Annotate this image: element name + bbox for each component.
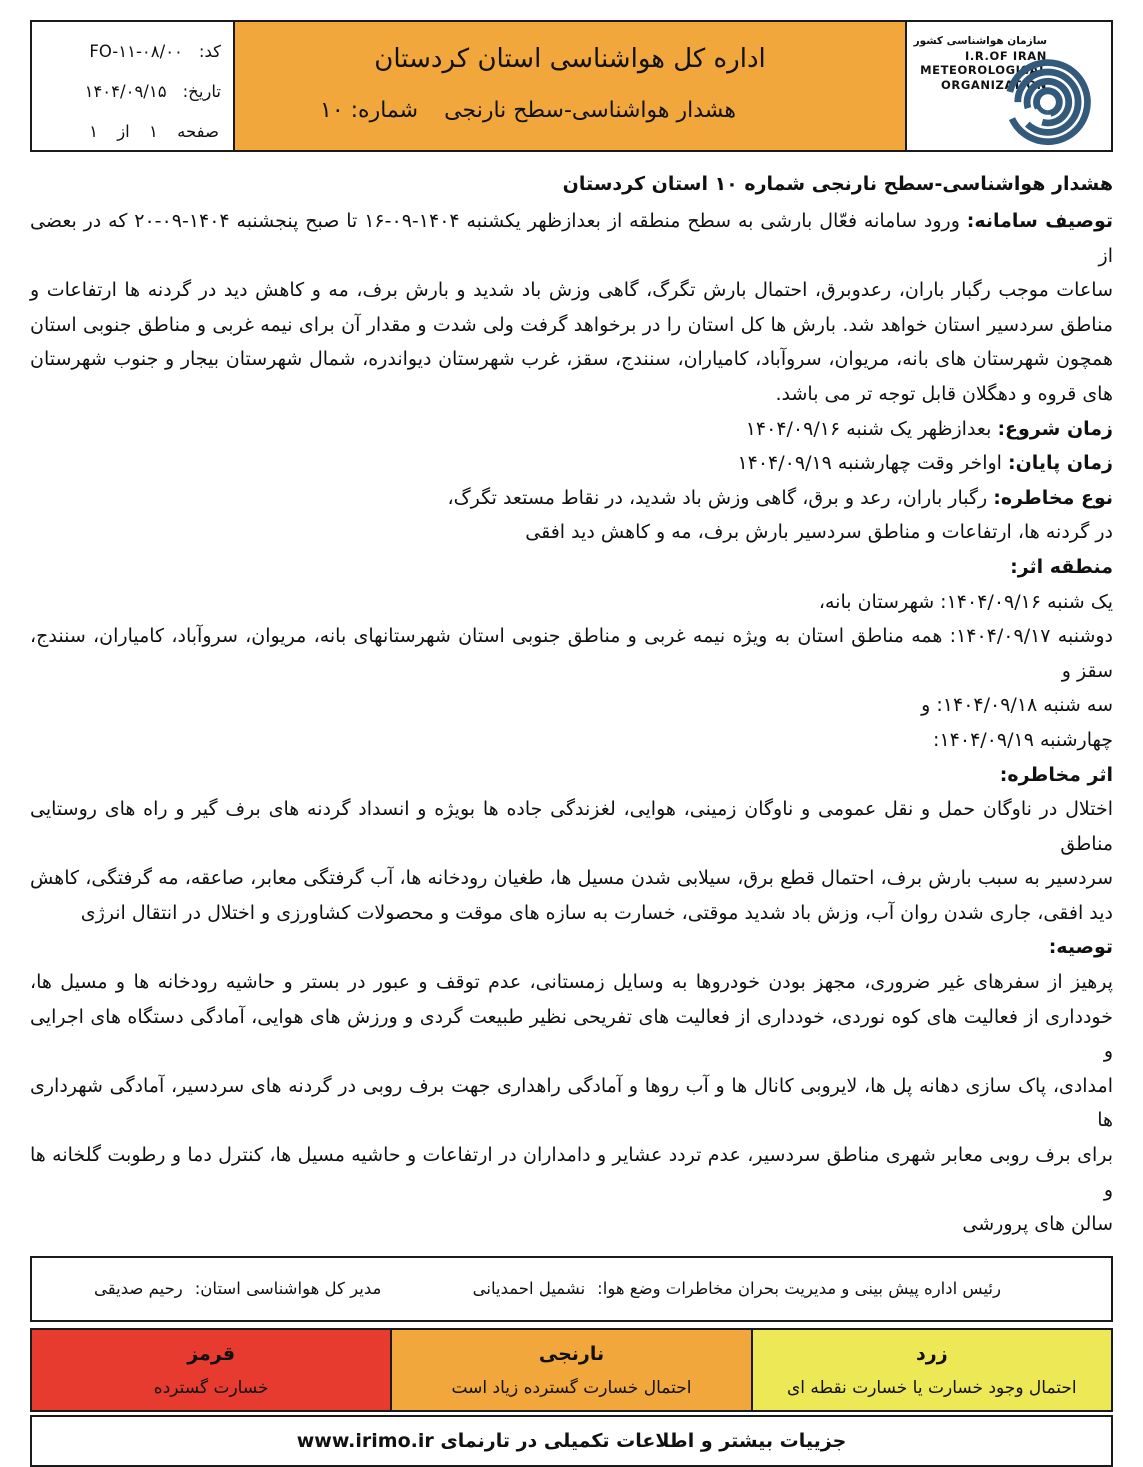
- warning-page: [30, 0, 1113, 1467]
- signature-box: [30, 1256, 1113, 1322]
- website-text: جزییات بیشتر و اطلاعات تکمیلی در تارنمای www.irimo.ir: [296, 1429, 847, 1452]
- logo: [905, 22, 1111, 150]
- logo-en-line1: I.R.OF IRAN: [965, 48, 1047, 63]
- body-line: نوع مخاطره: رگبار باران، رعد و برق، گاهی وزش باد شدید، در نقاط مستعد تگرگ،: [447, 486, 1113, 509]
- body-line-label: توصیف سامانه:: [966, 210, 1113, 232]
- body-line: دید افقی، جاری شدن روان آب، وزش باد شدید موقتی، خسارت به سازه های موقت و محصولات کشاورزی و اختلال در انتقال انرژی: [80, 901, 1113, 924]
- signature-forecast-head: [473, 1279, 1001, 1298]
- body-line: [30, 550, 1113, 585]
- body-lines: [30, 204, 1113, 1242]
- subtitle-row: [235, 98, 905, 130]
- legend-desc: احتمال خسارت گسترده زیاد است: [451, 1377, 692, 1398]
- body-line: برای برف روبی معابر شهری مناطق سردسیر، عدم تردد عشایر و دامداران در ارتفاعات و حاشیه مسیل ها، کنترل دما و رطوبت گلخانه ها و: [30, 1144, 1113, 1201]
- body-line: سردسیر به سبب بارش برف، احتمال قطع برق، سیلابی شدن مسیل ها، طغیان رودخانه ها، آب گرفتگی معابر، صاعقه، مه گرفتگی، کاهش: [30, 867, 1113, 890]
- warning-number: شماره: ۱۰: [320, 98, 419, 123]
- legend-title: نارنجی: [538, 1342, 605, 1365]
- body-line: زمان شروع: بعدازظهر یک شنبه ۱۴۰۴/۰۹/۱۶: [745, 417, 1113, 440]
- legend-yellow: [751, 1330, 1111, 1410]
- organization-title: اداره کل هواشناسی استان کردستان: [374, 44, 766, 74]
- document-code: [40, 32, 221, 72]
- body-line-label: نوع مخاطره:: [993, 486, 1113, 509]
- legend-desc: احتمال وجود خسارت یا خسارت نقطه ای: [786, 1377, 1077, 1398]
- logo-en-line2: METEOROLOGICAL: [920, 63, 1047, 77]
- signature-role: رئیس اداره پیش بینی و مدیریت بحران مخاطرات وضع هوا:: [597, 1279, 1001, 1299]
- body-line-label: زمان شروع:: [997, 417, 1113, 440]
- body-line: اختلال در ناوگان حمل و نقل عمومی و ناوگان زمینی، هوایی، لغزندگی جاده ها بویژه و انسداد گردنه های برف گیر و راه های روستایی مناطق: [30, 798, 1113, 855]
- body-line: سه شنبه ۱۴۰۴/۰۹/۱۸: و: [921, 694, 1113, 717]
- legend-title: زرد: [916, 1342, 948, 1365]
- body-line: مناطق سردسیر استان خواهد شد. بارش ها کل استان را در برخواهد گرفت ولی شدت و مقدار آن برای نیمه غربی و مناطق جنوبی استان: [30, 313, 1113, 336]
- signature-name: رحیم صدیقی: [94, 1279, 183, 1299]
- logo-fa-name: سازمان هواشناسی کشور: [913, 35, 1047, 47]
- legend-row: [30, 1328, 1113, 1412]
- irimo-spiral-icon: [991, 46, 1109, 150]
- document-info-box: [32, 22, 235, 150]
- body-line: [30, 758, 1113, 793]
- date-label: تاریخ:: [182, 82, 221, 101]
- body-line: [30, 930, 1113, 965]
- body-line: سقز و: [1061, 659, 1113, 682]
- signature-director: [94, 1279, 381, 1298]
- body-line: ساعات موجب رگبار باران، رعدوبرق، احتمال بارش تگرگ، گاهی وزش باد شدید و بارش برف، مه و کاهش دید در گردنه ها ارتفاعات و: [30, 279, 1113, 302]
- legend-red: [32, 1330, 390, 1410]
- body-text: [30, 164, 1113, 1242]
- legend-title: قرمز: [187, 1342, 236, 1365]
- body-line: چهارشنبه ۱۴۰۴/۰۹/۱۹:: [933, 728, 1113, 751]
- body-line-label: اثر مخاطره:: [999, 763, 1113, 786]
- code-value: FO-۱۱-۰۸/۰۰: [89, 42, 183, 61]
- signature-role: مدیر کل هواشناسی استان:: [194, 1279, 382, 1299]
- body-line: سالن های پرورشی: [962, 1213, 1113, 1236]
- code-label: کد:: [198, 42, 221, 61]
- legend-desc: خسارت گسترده: [153, 1377, 269, 1398]
- body-line: دوشنبه ۱۴۰۴/۰۹/۱۷: همه مناطق استان به ویژه نیمه غربی و مناطق جنوبی استان شهرستانهای بانه، مریوان، سروآباد، کامیاران، سنندج،: [30, 625, 1113, 648]
- signature-name: نشمیل احمدیانی: [472, 1279, 586, 1299]
- warning-level-subtitle: هشدار هواشناسی-سطح نارنجی: [444, 98, 737, 123]
- website-bar: [30, 1415, 1113, 1467]
- body-line: همچون شهرستان های بانه، مریوان، سروآباد، کامیاران، سنندج، سقز، غرب شهرستان دیواندره، شمال شهرستان بیجار و جنوب شهرستان: [30, 348, 1113, 371]
- body-line: توصیف سامانه: ورود سامانه فعّال بارشی به سطح منطقه از بعدازظهر یکشنبه ۱۴۰۴-۰۹-۱۶ تا صبح پنجشنبه ۱۴۰۴-۰۹-۲۰ که در بعضی از: [30, 210, 1113, 267]
- body-line: های قروه و دهگلان قابل توجه تر می باشد.: [775, 382, 1113, 405]
- date-value: ۱۴۰۴/۰۹/۱۵: [84, 82, 167, 101]
- body-line: یک شنبه ۱۴۰۴/۰۹/۱۶: شهرستان بانه،: [818, 590, 1113, 613]
- header: [30, 20, 1113, 152]
- page-number: صفحه ۱ از ۱: [89, 122, 219, 141]
- body-line: زمان پایان: اواخر وقت چهارشنبه ۱۴۰۴/۰۹/۱۹: [737, 452, 1113, 475]
- body-line: خودداری از فعالیت های کوه نوردی، خودداری از فعالیت های تفریحی نظیر طبیعت گردی و ورزش های هوایی، آمادگی دستگاه های اجرایی و: [30, 1005, 1113, 1063]
- body-line-label: منطقه اثر:: [1010, 555, 1113, 578]
- body-line-label: توصیه:: [1048, 936, 1113, 959]
- body-line: در گردنه ها، ارتفاعات و مناطق سردسیر بارش برف، مه و کاهش دید افقی: [525, 521, 1113, 544]
- body-line-label: زمان پایان:: [1007, 452, 1113, 475]
- title-box: [235, 22, 905, 150]
- body-line: امدادی، پاک سازی دهانه پل ها، لایروبی کانال ها و آب روها و آمادگی راهداری جهت برف روبی در گردنه های سردسیر، آمادگی شهرداری ها: [30, 1074, 1113, 1132]
- warning-heading: هشدار هواشناسی-سطح نارنجی شماره ۱۰ استان کردستان: [562, 173, 1113, 195]
- document-date: [40, 72, 221, 112]
- body-line: پرهیز از سفرهای غیر ضروری، مجهز بودن خودروها به وسایل زمستانی، عدم توقف و عبور در بستر و حاشیه رودخانه ها و مسیل ها،: [30, 971, 1113, 994]
- logo-en-line3: ORGANIZATION: [941, 77, 1047, 92]
- legend-orange: [390, 1330, 750, 1410]
